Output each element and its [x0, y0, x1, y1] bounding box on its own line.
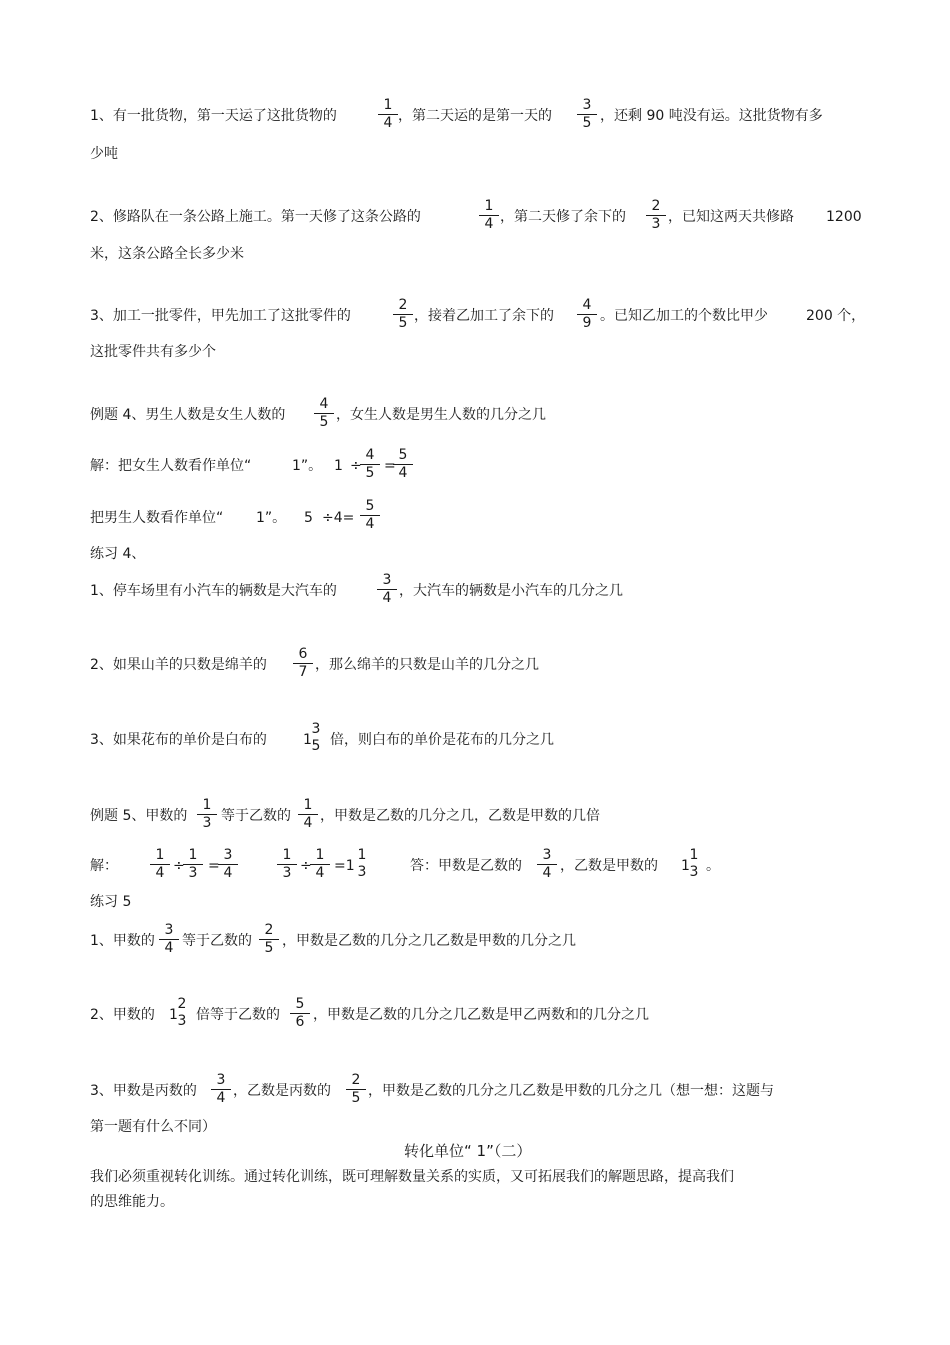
section-paragraph-line-2: 的思维能力。	[90, 1194, 174, 1210]
practice-4-q3-b: 倍，则白布的单价是花布的几分之几	[330, 732, 554, 748]
problem-2-text-a: 2、修路队在一条公路上施工。第一天修了这条公路的	[90, 209, 421, 225]
example-5-text-c: ，甲数是乙数的几分之几，乙数是甲数的几倍	[320, 808, 600, 824]
example-5-s2-equals: =1	[334, 858, 355, 874]
problem-1-fraction-1: 1 4	[378, 97, 398, 132]
problem-2-line-2: 米，这条公路全长多少米	[90, 246, 244, 262]
example-5-s1-fraction-3: 3 4	[218, 847, 238, 882]
practice-4-q2-fraction: 6 7	[293, 646, 313, 681]
practice-5-q2-fraction-2: 5 6	[290, 996, 310, 1031]
problem-1-text-a: 1、有一批货物，第一天运了这批货物的	[90, 108, 337, 124]
example-5-s1-equals: =	[208, 858, 220, 874]
example-5-s2-divide: ÷	[300, 858, 312, 874]
practice-4-q3-fraction: 3 5	[311, 721, 321, 754]
example-5-answer-b: ，乙数是甲数的	[560, 858, 658, 874]
example-4-text-b: ，女生人数是男生人数的几分之几	[336, 407, 546, 423]
example-5-text-a: 例题 5、甲数的	[90, 808, 188, 824]
problem-1-line-2: 少吨	[90, 146, 118, 162]
section-paragraph-line-1: 我们必须重视转化训练。通过转化训练，既可理解数量关系的实质，又可拓展我们的解题思路，提高我们	[90, 1169, 734, 1185]
example-4-solution-2-b: 1”。	[256, 510, 287, 526]
example-5-fraction-2: 1 4	[298, 797, 318, 832]
example-5-answer-whole: 1	[681, 858, 690, 874]
section-title: 转化单位“ 1”（二）	[404, 1142, 532, 1160]
example-5-s2-fraction-1: 1 3	[277, 847, 297, 882]
practice-5-q1-fraction-1: 3 4	[159, 922, 179, 957]
practice-5-q3-line-2: 第一题有什么不同）	[90, 1119, 216, 1135]
example-5-s1-fraction-2: 1 3	[183, 847, 203, 882]
practice-5-q2-whole: 1	[169, 1007, 178, 1023]
example-5-s2-fraction-3: 1 3	[357, 847, 367, 880]
problem-3-text-d: 200 个，	[806, 308, 866, 324]
practice-5-q2-c: ，甲数是乙数的几分之几乙数是甲乙两数和的几分之几	[313, 1007, 649, 1023]
problem-3-fraction-2: 4 9	[577, 297, 597, 332]
example-5-s1-divide: ÷	[173, 858, 185, 874]
practice-4-q1-a: 1、停车场里有小汽车的辆数是大汽车的	[90, 583, 337, 599]
example-5-s1-fraction-1: 1 4	[150, 847, 170, 882]
practice-5-q2-fraction-1: 2 3	[177, 996, 187, 1029]
example-4-solution-1-a: 解：把女生人数看作单位“	[90, 458, 252, 474]
practice-4-q2-b: ，那么绵羊的只数是山羊的几分之几	[315, 657, 539, 673]
example-5-answer-c: 。	[706, 858, 720, 874]
example-4-solution-1-fraction-1: 4 5	[360, 447, 380, 482]
example-4-solution-2-fraction: 5 4	[360, 498, 380, 533]
example-4-solution-1-fraction-2: 5 4	[393, 447, 413, 482]
example-5-fraction-1: 1 3	[197, 797, 217, 832]
example-4-solution-1-c: 1	[334, 458, 343, 474]
problem-3-text-a: 3、加工一批零件，甲先加工了这批零件的	[90, 308, 351, 324]
example-5-s2-fraction-2: 1 4	[310, 847, 330, 882]
practice-5-q1-b: 等于乙数的	[182, 933, 252, 949]
problem-1-text-b: ，第二天运的是第一天的	[398, 108, 552, 124]
problem-3-line-2: 这批零件共有多少个	[90, 344, 216, 360]
example-5-answer-a: 答：甲数是乙数的	[410, 858, 522, 874]
problem-3-fraction-1: 2 5	[393, 297, 413, 332]
practice-5-q1-fraction-2: 2 5	[259, 922, 279, 957]
example-5-solution-label: 解：	[90, 858, 118, 874]
practice-5-q3-fraction-1: 3 4	[211, 1072, 231, 1107]
example-4-solution-2-d: ÷4=	[322, 510, 355, 526]
practice-4-q2-a: 2、如果山羊的只数是绵羊的	[90, 657, 267, 673]
example-5-answer-fraction: 3 4	[537, 847, 557, 882]
problem-1-fraction-2: 3 5	[577, 97, 597, 132]
practice-4-heading: 练习 4、	[90, 546, 146, 562]
practice-5-q3-fraction-2: 2 5	[346, 1072, 366, 1107]
problem-1-text-c: ，还剩 90 吨没有运。这批货物有多	[600, 108, 823, 124]
practice-5-q1-c: ，甲数是乙数的几分之几乙数是甲数的几分之几	[282, 933, 576, 949]
problem-2-text-c: ，已知这两天共修路	[668, 209, 794, 225]
practice-5-q1-a: 1、甲数的	[90, 933, 155, 949]
example-4-fraction: 4 5	[314, 396, 334, 431]
practice-4-q3-whole: 1	[303, 732, 312, 748]
practice-5-q3-c: ，甲数是乙数的几分之几乙数是甲数的几分之几（想一想：这题与	[368, 1083, 774, 1099]
practice-4-q1-b: ，大汽车的辆数是小汽车的几分之几	[399, 583, 623, 599]
practice-5-heading: 练习 5	[90, 894, 132, 910]
practice-5-q2-a: 2、甲数的	[90, 1007, 155, 1023]
problem-3-text-c: 。已知乙加工的个数比甲少	[600, 308, 768, 324]
example-5-answer-fraction-2: 1 3	[689, 847, 699, 880]
example-4-solution-1-divide: ÷	[350, 458, 362, 474]
problem-2-fraction-1: 1 4	[479, 198, 499, 233]
example-5-text-b: 等于乙数的	[221, 808, 291, 824]
example-4-solution-2-a: 把男生人数看作单位“	[90, 510, 224, 526]
example-4-solution-1-equals: =	[384, 458, 396, 474]
practice-4-q1-fraction: 3 4	[377, 572, 397, 607]
problem-3-text-b: ，接着乙加工了余下的	[414, 308, 554, 324]
practice-5-q2-b: 倍等于乙数的	[196, 1007, 280, 1023]
practice-5-q3-a: 3、甲数是丙数的	[90, 1083, 197, 1099]
practice-5-q3-b: ，乙数是丙数的	[233, 1083, 331, 1099]
example-4-solution-2-c: 5	[304, 510, 313, 526]
practice-4-q3-a: 3、如果花布的单价是白布的	[90, 732, 267, 748]
example-4-solution-1-b: 1”。	[292, 458, 323, 474]
problem-2-fraction-2: 2 3	[646, 198, 666, 233]
problem-2-text-d: 1200	[826, 209, 862, 225]
example-4-text-a: 例题 4、男生人数是女生人数的	[90, 407, 286, 423]
problem-2-text-b: ，第二天修了余下的	[500, 209, 626, 225]
